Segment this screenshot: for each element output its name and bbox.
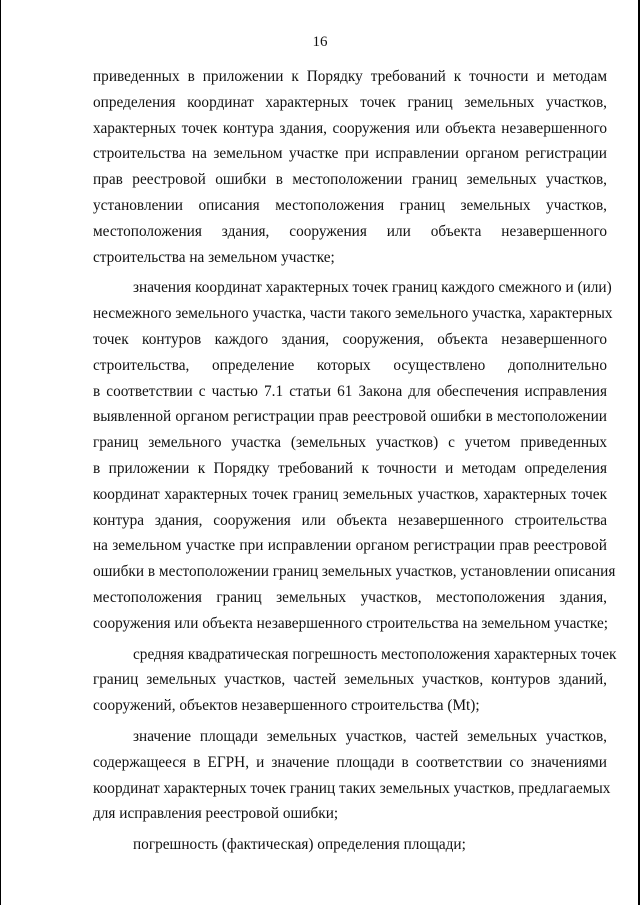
text-line: несмежного земельного участка, части такого земельного участка, характерных [93, 305, 613, 323]
text-line: содержащееся в ЕГРН, и значение площади в соответствии со значениями [93, 753, 607, 771]
paragraph [93, 275, 616, 636]
text-line: точек контуров каждого здания, сооружения, объекта незавершенного [93, 330, 607, 348]
text-line: для исправления реестровой ошибки; [93, 805, 339, 823]
paragraph [93, 642, 617, 719]
text-line: сооружений, объектов незавершенного строительства (Mt); [93, 697, 480, 715]
document-body [93, 64, 617, 858]
text-line: в приложении к Порядку требований к точности и методам определения [93, 459, 607, 477]
text-line: строительства на земельном участке; [93, 248, 335, 266]
text-line: ошибки в местоположении границ земельных участков, установлении описания [93, 563, 616, 581]
text-line: значение площади земельных участков, частей земельных участков, [133, 727, 607, 745]
text-line: контура здания, сооружения или объекта незавершенного строительства [93, 511, 607, 529]
paragraph [93, 724, 611, 827]
text-line: координат характерных точек границ таких земельных участков, предлагаемых [93, 779, 611, 797]
text-line: в соответствии с частью 7.1 статьи 61 Закона для обеспечения исправления [93, 382, 607, 400]
text-line: характерных точек контура здания, сооружения или объекта незавершенного [93, 119, 607, 137]
text-line: координат характерных точек границ земельных участков, характерных точек [93, 485, 607, 503]
text-line: средняя квадратическая погрешность местоположения характерных точек [133, 645, 617, 663]
page-number: 16 [312, 34, 328, 50]
text-line: погрешность (фактическая) определения площади; [133, 836, 466, 854]
text-line: границ земельного участка (земельных участков) с учетом приведенных [93, 434, 607, 452]
text-line: сооружения или объекта незавершенного строительства на земельном участке; [93, 614, 608, 632]
text-line: границ земельных участков, частей земельных участков, контуров зданий, [93, 671, 607, 689]
text-line: строительства, определение которых осуществлено дополнительно [93, 356, 607, 374]
text-line: приведенных в приложении к Порядку требований к точности и методам [93, 68, 607, 85]
paragraph [93, 832, 607, 858]
text-line: строительства на земельном участке при исправлении органом регистрации [93, 145, 607, 163]
text-line: установлении описания местоположения границ земельных участков, [93, 196, 607, 214]
text-line: выявленной органом регистрации прав реестровой ошибки в местоположении [93, 408, 607, 426]
paragraph [93, 64, 607, 270]
text-line: определения координат характерных точек границ земельных участков, [93, 93, 607, 111]
text-line: местоположения границ земельных участков, местоположения здания, [93, 588, 607, 606]
text-line: местоположения здания, сооружения или объекта незавершенного [93, 222, 607, 240]
scan-edge-left [0, 0, 1, 905]
text-line: прав реестровой ошибки в местоположении границ земельных участков, [93, 171, 607, 189]
text-line: значения координат характерных точек границ каждого смежного и (или) [133, 279, 612, 297]
text-line: на земельном участке при исправлении органом регистрации прав реестровой [93, 537, 607, 555]
